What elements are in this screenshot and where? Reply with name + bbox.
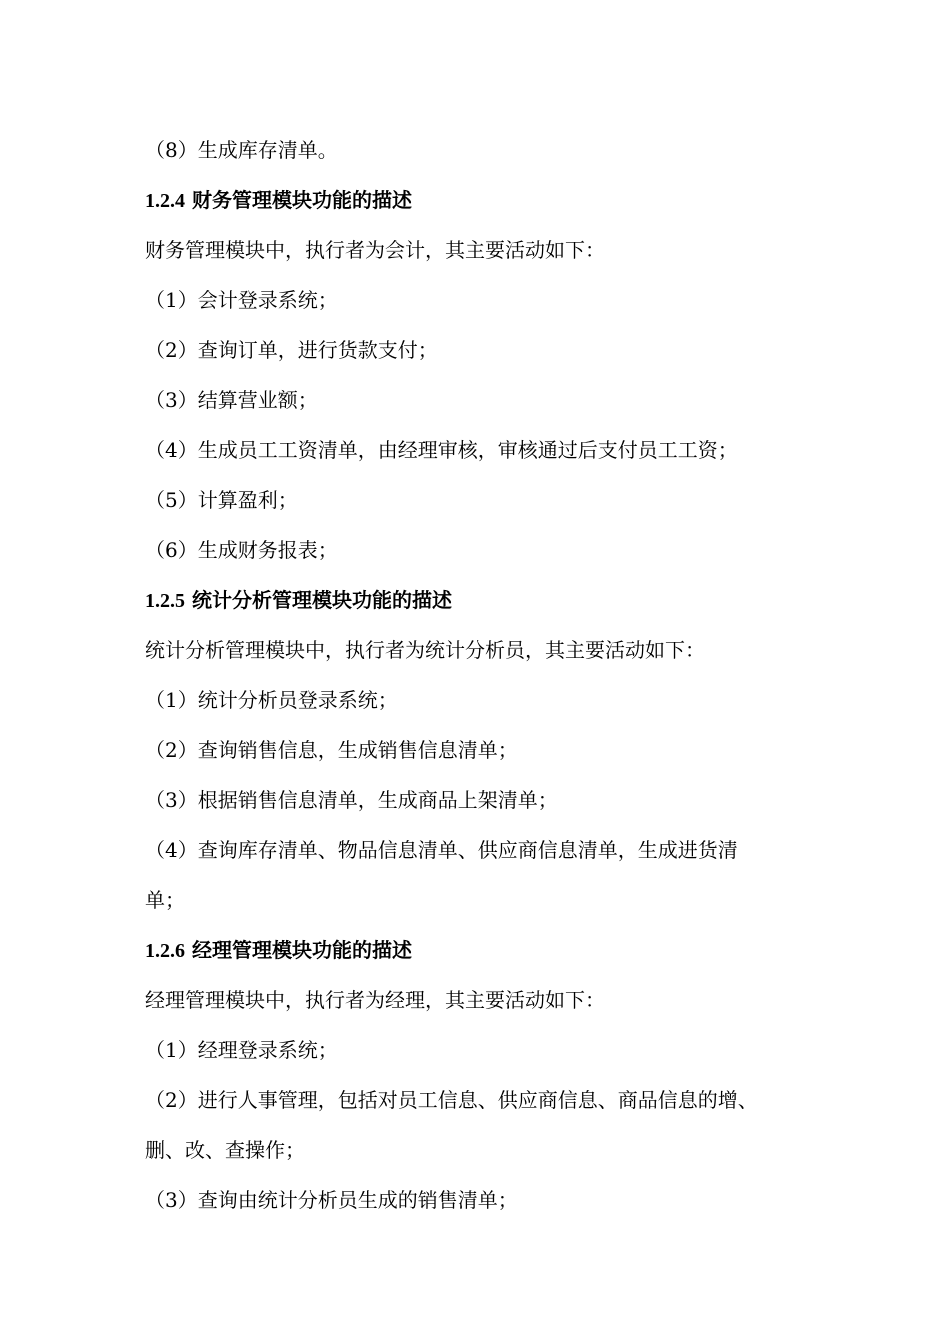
list-item: （4）生成员工工资清单，由经理审核，审核通过后支付员工工资； [145, 438, 738, 462]
document-body [145, 125, 845, 1225]
paragraph: 统计分析管理模块中，执行者为统计分析员，其主要活动如下： [145, 638, 705, 662]
list-item: （2）查询订单，进行货款支付； [145, 338, 438, 362]
list-item: （3）结算营业额； [145, 388, 318, 412]
section-heading [145, 575, 845, 625]
paragraph-continuation: 删、改、查操作； [145, 1138, 305, 1162]
paragraph-continuation: 单； [145, 888, 185, 912]
list-item: （3）查询由统计分析员生成的销售清单； [145, 1188, 518, 1212]
section-title: 财务管理模块功能的描述 [191, 188, 412, 212]
list-item: （2）进行人事管理，包括对员工信息、供应商信息、商品信息的增、 [145, 1088, 758, 1112]
list-item: （8）生成库存清单。 [145, 138, 338, 162]
section-number: 1.2.5 [145, 590, 185, 612]
section-title: 经理管理模块功能的描述 [191, 938, 412, 962]
section-number: 1.2.4 [145, 190, 185, 212]
list-item: （1）统计分析员登录系统； [145, 688, 398, 712]
list-item: （5）计算盈利； [145, 488, 298, 512]
list-item: （3）根据销售信息清单，生成商品上架清单； [145, 788, 558, 812]
list-item: （1）会计登录系统； [145, 288, 338, 312]
section-heading [145, 175, 845, 225]
section-number: 1.2.6 [145, 940, 185, 962]
list-item: （1）经理登录系统； [145, 1038, 338, 1062]
section-title: 统计分析管理模块功能的描述 [191, 588, 452, 612]
paragraph: 经理管理模块中，执行者为经理，其主要活动如下： [145, 988, 605, 1012]
list-item: （2）查询销售信息，生成销售信息清单； [145, 738, 518, 762]
paragraph: 财务管理模块中，执行者为会计，其主要活动如下： [145, 238, 605, 262]
section-heading [145, 925, 845, 975]
list-item: （4）查询库存清单、物品信息清单、供应商信息清单，生成进货清 [145, 838, 738, 862]
list-item: （6）生成财务报表； [145, 538, 338, 562]
